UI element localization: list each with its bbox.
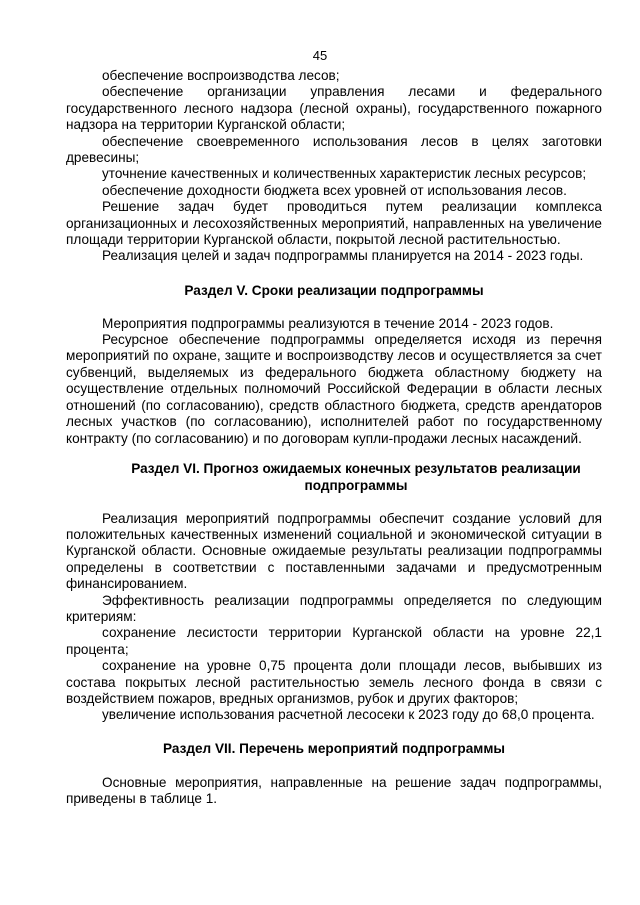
section-7-body bbox=[66, 775, 602, 808]
section-7-title: Раздел VII. Перечень мероприятий подпрограммы bbox=[162, 740, 505, 756]
paragraph: обеспечение воспроизводства лесов; bbox=[102, 68, 340, 83]
paragraph: Основные мероприятия, направленные на решение задач подпрограммы, приведены в таблице 1. bbox=[66, 774, 602, 806]
paragraph: Ресурсное обеспечение подпрограммы определяется исходя из перечня мероприятий по охране, защите и воспроизводству лесов и осуществляется за счет субвенций, выделяемых из федерального бюджета областному бюджету на осуществление отдельных полномочий Российской Федерации в области лесных отношений (по согласованию), средств областного бюджета, средств арендаторов лесных участков (по согласованию), исполнителей работ по государственному контракту (по согласованию) и по договорам купли-продажи лесных насаждений. bbox=[66, 332, 602, 446]
section-6-title: Раздел VI. Прогноз ожидаемых конечных результатов реализации подпрограммы bbox=[131, 460, 581, 493]
paragraph: уточнение качественных и количественных характеристик лесных ресурсов; bbox=[102, 166, 587, 182]
document-body bbox=[66, 68, 602, 807]
intro-block bbox=[66, 68, 602, 265]
paragraph: увеличение использования расчетной лесосеки к 2023 году до 68,0 процента. bbox=[102, 707, 595, 723]
paragraph: обеспечение доходности бюджета всех уровней от использования лесов. bbox=[102, 182, 567, 198]
paragraph: сохранение на уровне 0,75 процента доли площади лесов, выбывших из состава покрытых лесной растительностью земель лесного фонда в связи с воздействием пожаров, вредных организмов, рубок и других факторов; bbox=[66, 658, 602, 706]
section-5-body bbox=[66, 316, 602, 447]
page-number: 45 bbox=[312, 48, 328, 63]
paragraph: Мероприятия подпрограммы реализуются в течение 2014 - 2023 годов. bbox=[102, 315, 554, 331]
paragraph: обеспечение своевременного использования лесов в целях заготовки древесины; bbox=[66, 133, 602, 166]
paragraph: Эффективность реализации подпрограммы определяется по следующим критериям: bbox=[66, 592, 602, 624]
paragraph: сохранение лесистости территории Курганской области на уровне 22,1 процента; bbox=[66, 625, 602, 657]
paragraph: Реализация целей и задач подпрограммы планируется на 2014 - 2023 годы. bbox=[102, 248, 584, 264]
paragraph: обеспечение организации управления лесами и федерального государственного лесного надзора (лесной охраны), государственного пожарного надзора на территории Курганской области; bbox=[66, 84, 602, 133]
paragraph: Решение задач будет проводиться путем реализации комплекса организационных и лесохозяйственных мероприятий, направленных на увеличение площади территории Курганской области, покрытой лесной растительностью. bbox=[66, 199, 602, 248]
section-5-title: Раздел V. Сроки реализации подпрограммы bbox=[184, 282, 484, 298]
paragraph: Реализация мероприятий подпрограммы обеспечит создание условий для положительных качественных изменений социальной и экономической ситуации в Курганской области. Основные ожидаемые результаты реализации подпрограммы определены в соответствии с поставленными задачами и предусмотренным финансированием. bbox=[66, 510, 602, 592]
section-6-body bbox=[66, 511, 602, 724]
